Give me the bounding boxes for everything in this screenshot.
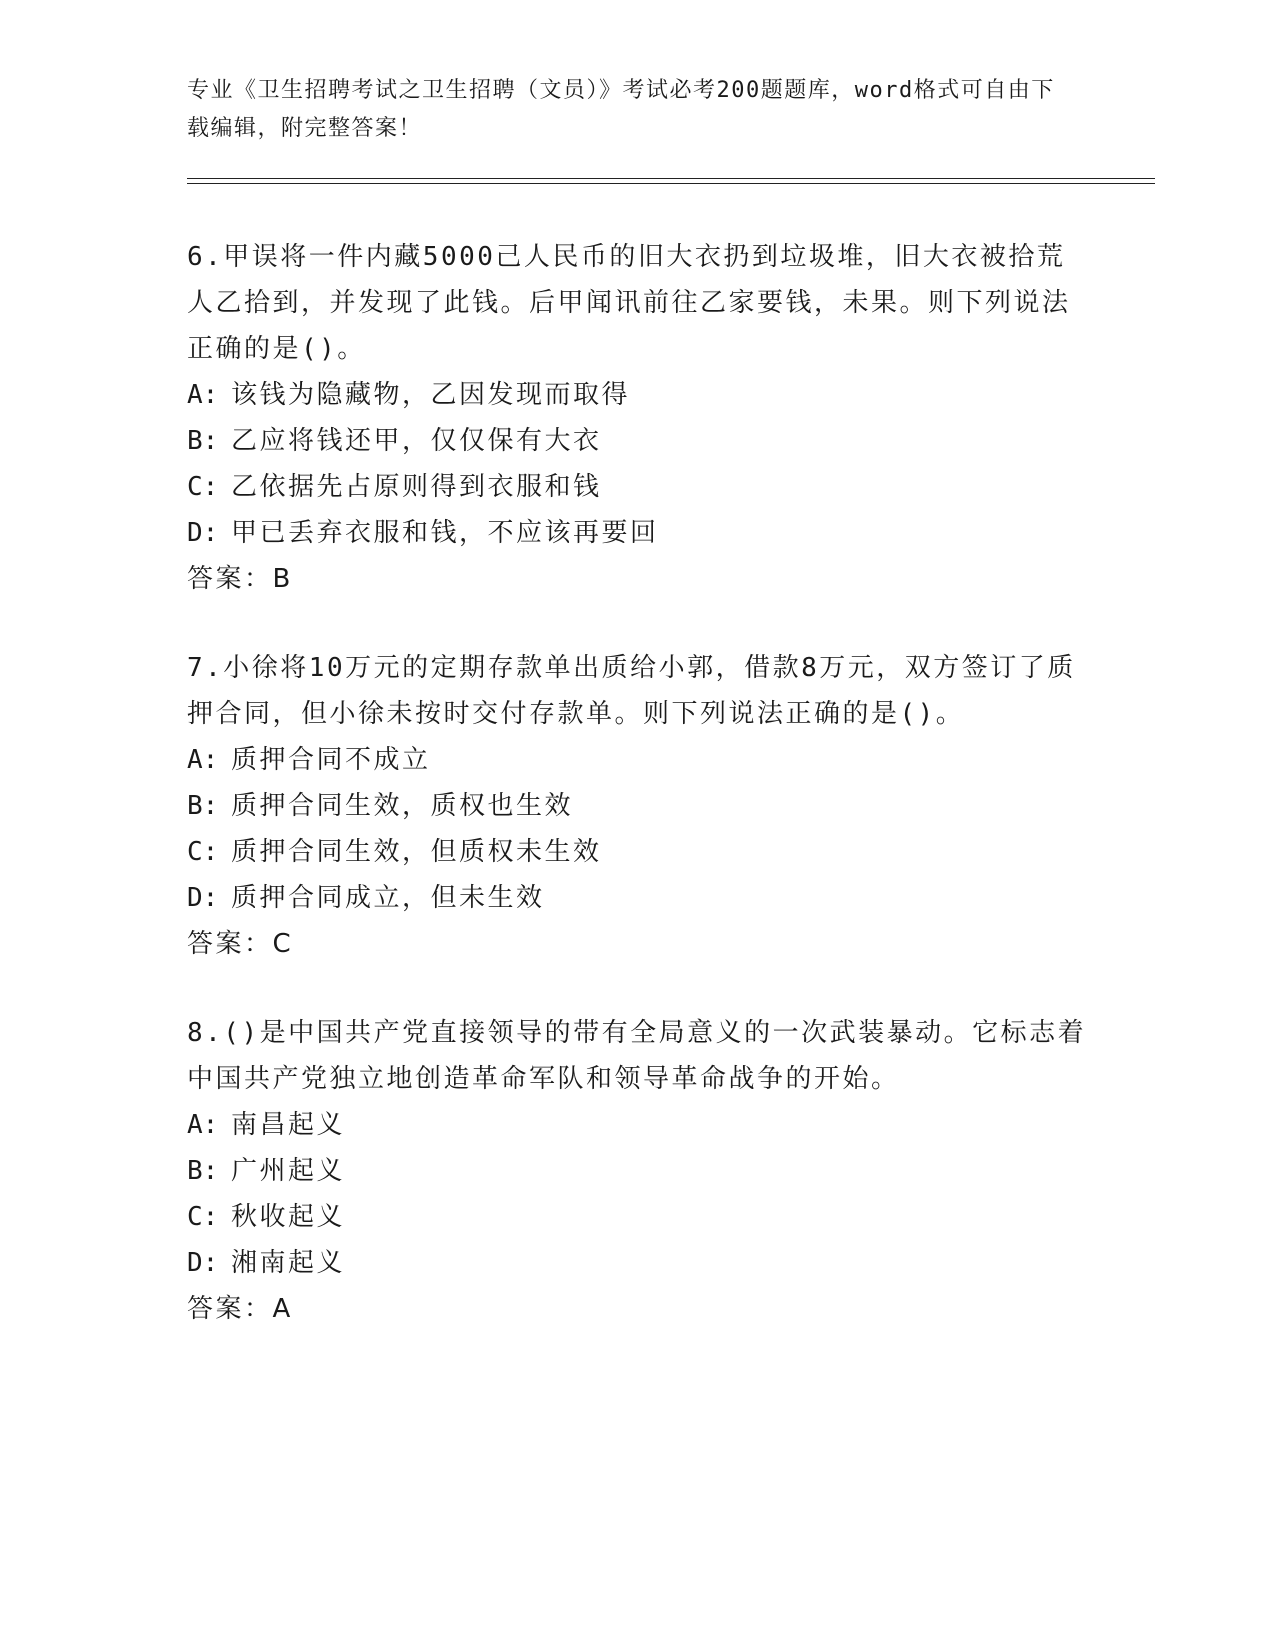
option-b [187, 1148, 1087, 1194]
option-key: A: [187, 1110, 219, 1140]
option-key: B: [187, 1156, 219, 1186]
option-key: C: [187, 472, 219, 502]
answer-line: 答案：B [187, 564, 293, 594]
header-divider-bottom [187, 183, 1155, 184]
question-6 [187, 234, 1087, 602]
header-text: 专业《卫生招聘考试之卫生招聘（文员）》考试必考200题题库，word格式可自由下载编辑，附完整答案！ [187, 78, 1055, 141]
question-stem: 7.小徐将10万元的定期存款单出质给小郭，借款8万元，双方签订了质押合同，但小徐未按时交付存款单。则下列说法正确的是()。 [187, 653, 1076, 729]
option-text: 湘南起义 [231, 1248, 346, 1278]
option-key: C: [187, 837, 219, 867]
option-key: C: [187, 1202, 219, 1232]
option-key: D: [187, 1248, 219, 1278]
question-7 [187, 645, 1087, 967]
option-a [187, 1102, 1087, 1148]
answer-line: 答案：A [187, 1294, 293, 1324]
option-c [187, 1194, 1087, 1240]
option-key: B: [187, 426, 219, 456]
option-text: 质押合同生效，但质权未生效 [231, 837, 602, 867]
option-text: 南昌起义 [231, 1110, 346, 1140]
question-stem: 8.()是中国共产党直接领导的带有全局意义的一次武装暴动。它标志着中国共产党独立地创造革命军队和领导革命战争的开始。 [187, 1018, 1087, 1094]
option-key: A: [187, 380, 219, 410]
option-d [187, 875, 1087, 921]
question-stem: 6.甲误将一件内藏5000己人民币的旧大衣扔到垃圾堆，旧大衣被拾荒人乙拾到，并发现了此钱。后甲闻讯前往乙家要钱，未果。则下列说法正确的是()。 [187, 242, 1071, 364]
option-a [187, 737, 1087, 783]
option-text: 广州起义 [231, 1156, 346, 1186]
option-key: D: [187, 883, 219, 913]
option-text: 甲已丢弃衣服和钱，不应该再要回 [231, 518, 659, 548]
option-c [187, 464, 1087, 510]
option-key: A: [187, 745, 219, 775]
option-text: 秋收起义 [231, 1202, 346, 1232]
question-8 [187, 1010, 1087, 1332]
option-a [187, 372, 1087, 418]
option-text: 该钱为隐藏物，乙因发现而取得 [231, 380, 631, 410]
option-d [187, 1240, 1087, 1286]
option-text: 乙依据先占原则得到衣服和钱 [231, 472, 602, 502]
option-b [187, 418, 1087, 464]
option-c [187, 829, 1087, 875]
option-text: 质押合同成立，但未生效 [231, 883, 545, 913]
option-key: B: [187, 791, 219, 821]
answer-line: 答案：C [187, 929, 294, 959]
option-b [187, 783, 1087, 829]
document-header [187, 72, 1067, 148]
option-d [187, 510, 1087, 556]
option-text: 乙应将钱还甲，仅仅保有大衣 [231, 426, 602, 456]
option-text: 质押合同生效，质权也生效 [231, 791, 574, 821]
option-text: 质押合同不成立 [231, 745, 431, 775]
header-divider-top [187, 178, 1155, 179]
option-key: D: [187, 518, 219, 548]
